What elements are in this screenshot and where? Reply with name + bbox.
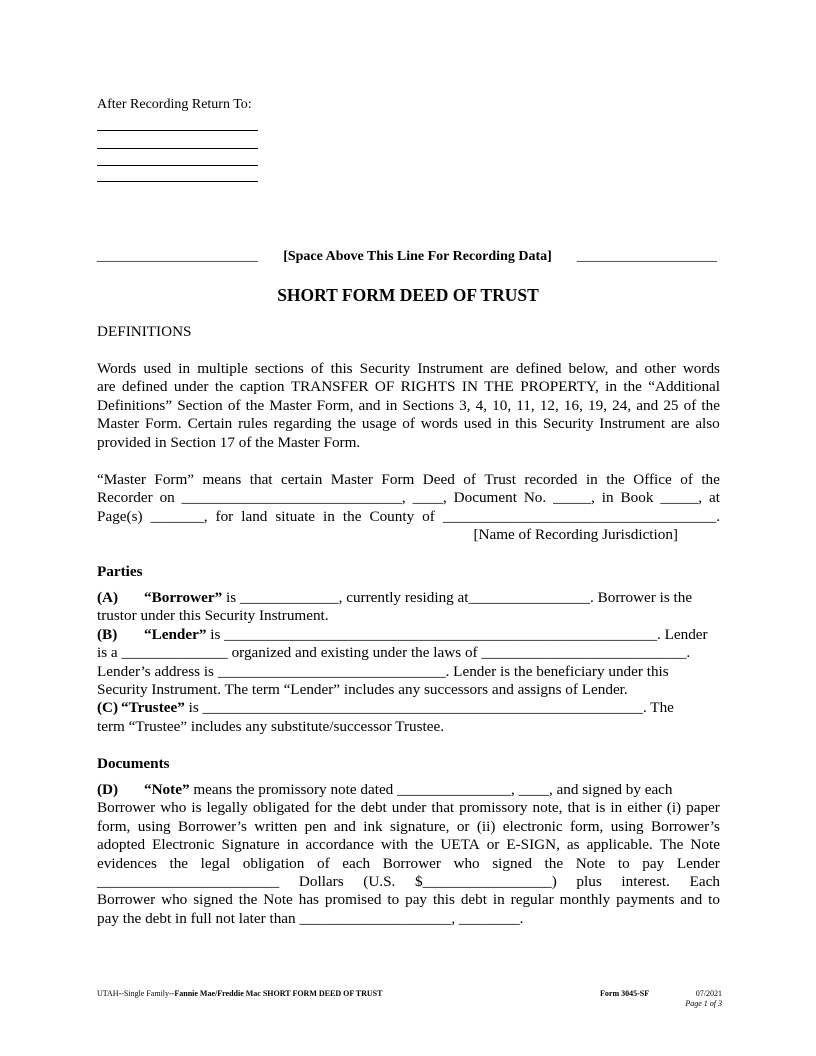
word: promised: [324, 891, 382, 909]
return-to-label: After Recording Return To:: [97, 97, 252, 112]
word: in: [385, 396, 398, 414]
word: in: [610, 799, 623, 817]
word: Each: [689, 873, 720, 891]
jurisdiction-note: [Name of Recording Jurisdiction]: [473, 526, 678, 544]
word: THE: [484, 378, 514, 396]
word: of: [422, 507, 435, 525]
word: accordance: [305, 836, 374, 854]
footer-form-name: Fannie Mae/Freddie Mac SHORT FORM DEED OF TRUST: [174, 989, 383, 998]
footer-page-number: Page 1 of 3: [685, 999, 722, 1008]
word: IN: [461, 378, 478, 396]
party-a-line: [97, 589, 720, 607]
word: who: [453, 854, 480, 872]
word: Note: [690, 836, 720, 854]
word: as: [566, 836, 580, 854]
word: adopted: [97, 836, 146, 854]
word: debt: [460, 891, 487, 909]
master-line: [97, 471, 720, 489]
word: are: [490, 360, 509, 377]
word: of: [683, 396, 697, 414]
word: The: [659, 836, 684, 854]
note-body-line: [97, 855, 720, 873]
word: Deed: [422, 471, 455, 488]
word: applicable.: [586, 836, 653, 854]
word: using: [610, 817, 644, 835]
word: the: [214, 378, 234, 396]
note-body-line: [97, 836, 720, 854]
word: Form,: [316, 396, 354, 414]
recording-space-text: [Space Above This Line For Recording Data]: [283, 249, 552, 264]
word: form,: [570, 817, 604, 835]
word: of: [316, 854, 330, 872]
master-form-definition: [97, 471, 720, 545]
word: 12,: [539, 396, 559, 414]
word: the: [414, 836, 434, 854]
word: the: [623, 378, 642, 396]
word: Document: [453, 489, 517, 507]
word: to: [387, 891, 400, 909]
word: obligation: [242, 854, 305, 872]
note-term: “Note”: [144, 781, 190, 798]
word: Signature: [221, 836, 280, 854]
word: and: [636, 396, 659, 414]
word: legally: [206, 799, 248, 817]
word: Security: [542, 415, 594, 433]
word: Office: [633, 471, 672, 488]
party-b-line-2: is a ______________ organized and existing under the laws of ___________________________.: [97, 644, 691, 662]
word: Trust: [484, 471, 516, 488]
word: Note: [575, 854, 606, 872]
return-address-line-1: [97, 130, 258, 131]
word: that: [431, 799, 455, 817]
word: monthly: [559, 891, 611, 909]
word: pay: [405, 891, 428, 909]
word: used: [143, 360, 172, 377]
word: plus: [576, 873, 602, 891]
word: Lender: [676, 854, 720, 872]
word: OF: [374, 378, 395, 396]
party-a-label: (A): [97, 589, 119, 606]
word: Page(s): [97, 507, 143, 525]
intro-line: [97, 378, 720, 396]
recording-line-right: ____________________: [576, 249, 717, 264]
note-definition: [97, 781, 720, 928]
word: evidences: [97, 854, 157, 872]
word: _____,: [553, 489, 595, 507]
word: Dollars: [298, 873, 344, 891]
word: written: [254, 817, 298, 835]
word: with: [380, 836, 408, 854]
word: the: [245, 396, 265, 414]
return-address-line-3: [97, 165, 258, 166]
footer-form-date: 07/2021: [695, 989, 722, 998]
word: and: [680, 891, 703, 909]
parties-heading: Parties: [97, 563, 143, 580]
word: rules: [238, 415, 268, 433]
word: under: [173, 378, 209, 396]
word: who: [160, 799, 187, 817]
definitions-intro: [97, 360, 720, 452]
intro-line: [97, 415, 720, 433]
word: Note: [263, 891, 293, 909]
return-address-line-4: [97, 181, 258, 182]
word: in: [497, 415, 510, 433]
master-line: [97, 508, 720, 526]
word: 11,: [516, 396, 535, 414]
word: and: [333, 817, 356, 835]
word: other: [644, 360, 676, 377]
footer-form-number: Form 3045-SF: [600, 989, 650, 998]
word: of: [680, 471, 693, 488]
word: Form: [381, 471, 415, 488]
word: words: [420, 415, 458, 433]
word: this: [515, 415, 538, 433]
word: on: [159, 489, 175, 507]
word: regarding: [273, 415, 332, 433]
word: usage: [361, 415, 397, 433]
word: ____,: [412, 489, 447, 507]
word: using: [137, 817, 171, 835]
word: Borrower: [382, 854, 441, 872]
word: of: [310, 360, 324, 377]
word: PROPERTY,: [520, 378, 599, 396]
word: are: [97, 378, 116, 396]
word: defined: [515, 360, 562, 377]
word: interest.: [621, 873, 670, 891]
word: UETA: [440, 836, 480, 854]
word: pen: [304, 817, 327, 835]
party-c-line-2: term “Trustee” includes any substitute/successor Trustee.: [97, 717, 445, 735]
word: certain: [280, 471, 323, 488]
word: regular: [510, 891, 554, 909]
party-b-text: is _________________________________________________________. Lender: [206, 625, 708, 643]
word: situate: [275, 507, 316, 525]
note-text: means the promissory note dated _______________, ____, and signed by each: [189, 781, 673, 798]
word: sections: [254, 360, 304, 377]
word: Borrower’s: [177, 817, 247, 835]
documents-heading: Documents: [97, 755, 170, 772]
footer-state: UTAH--Single Family--: [97, 989, 175, 998]
word: land: [241, 507, 268, 525]
word: at: [709, 489, 720, 507]
word: Form”: [154, 471, 195, 488]
word: in: [601, 489, 614, 507]
word: the: [701, 396, 720, 414]
word: and: [358, 396, 381, 414]
word: the: [238, 891, 258, 909]
word: below,: [568, 360, 609, 377]
word: paper: [686, 799, 720, 817]
word: caption: [239, 378, 285, 396]
word: note,: [532, 799, 563, 817]
word: pay: [642, 854, 665, 872]
word: signed: [193, 891, 233, 909]
word: in: [605, 378, 617, 396]
word: the: [342, 507, 362, 525]
word: are: [670, 415, 690, 433]
word: Form.: [145, 415, 182, 433]
word: promissory: [459, 799, 528, 817]
footer-form-title: [97, 989, 382, 998]
word: Borrower’s: [650, 817, 720, 835]
word: 10,: [492, 396, 512, 414]
word: TRANSFER: [290, 378, 369, 396]
word: in: [323, 507, 335, 525]
word: also: [695, 415, 720, 433]
note-last-line: pay the debt in full not later than ____________________, ________.: [97, 909, 524, 927]
party-b-line: [97, 626, 720, 644]
word: (ii): [476, 817, 496, 835]
word: Book: [620, 489, 654, 507]
word: words: [682, 360, 720, 377]
word: the: [169, 854, 189, 872]
word: legal: [200, 854, 231, 872]
document-title: SHORT FORM DEED OF TRUST: [277, 285, 539, 305]
party-b-label: (B): [97, 625, 118, 643]
word: Definitions”: [97, 396, 173, 414]
word: Master: [97, 415, 140, 433]
word: signed: [492, 854, 532, 872]
word: the: [337, 415, 357, 433]
word: who: [161, 891, 188, 909]
word: ________________________: [97, 873, 280, 891]
word: _____,: [660, 489, 703, 507]
word: signature,: [390, 817, 450, 835]
word: in: [286, 836, 299, 854]
party-a-line-2: trustor under this Security Instrument.: [97, 607, 329, 625]
word: “Additional: [648, 378, 720, 396]
party-b-line-4: Security Instrument. The term “Lender” includes any successors and assigns of Lender.: [97, 681, 628, 699]
word: (U.S.: [363, 873, 396, 891]
word: _______,: [150, 507, 208, 525]
party-a-text: is _____________, currently residing at________________. Borrower is the: [222, 589, 693, 606]
word: form,: [97, 817, 131, 835]
word: in: [178, 360, 191, 377]
word: “Master: [97, 471, 146, 488]
parties-block: [97, 589, 720, 736]
footer-form-info: [600, 989, 722, 1008]
word: is: [595, 799, 606, 817]
word: $_________________): [415, 873, 557, 891]
word: that: [567, 799, 591, 817]
party-c-label: (C): [97, 699, 119, 717]
word: Master: [269, 396, 312, 414]
word: for: [215, 507, 234, 525]
party-b-line-3: Lender’s address is ______________________________. Lender is the beneficiary under this: [97, 662, 669, 680]
word: is: [191, 799, 202, 817]
word: electronic: [502, 817, 563, 835]
word: multiple: [197, 360, 248, 377]
word: payments: [616, 891, 675, 909]
word: No.: [523, 489, 547, 507]
master-line: [97, 489, 720, 507]
word: to: [708, 891, 720, 909]
party-c-text: is __________________________________________________________. The: [184, 699, 674, 717]
word: County: [369, 507, 415, 525]
word: obligated: [252, 799, 310, 817]
word: the: [701, 471, 720, 488]
word: Words: [97, 360, 137, 377]
word: in: [492, 891, 505, 909]
word: Certain: [187, 415, 233, 433]
word: Borrower: [97, 799, 156, 817]
word: the: [337, 799, 356, 817]
word: Instrument: [417, 360, 484, 377]
intro-line: provided in Section 17 of the Master Form.: [97, 433, 361, 451]
word: Electronic: [152, 836, 215, 854]
word: RIGHTS: [400, 378, 456, 396]
word: Section: [177, 396, 223, 414]
word: to: [617, 854, 630, 872]
word: either: [627, 799, 662, 817]
word: this: [432, 891, 455, 909]
word: 24,: [612, 396, 632, 414]
word: E-SIGN,: [506, 836, 560, 854]
word: 3,: [459, 396, 471, 414]
word: Instrument: [599, 415, 666, 433]
word: Master: [330, 471, 373, 488]
word: of: [463, 471, 476, 488]
note-body-line: [97, 818, 720, 836]
word: debt: [360, 799, 387, 817]
intro-line: [97, 397, 720, 415]
word: the: [606, 471, 625, 488]
word: of: [402, 415, 415, 433]
word: the: [544, 854, 564, 872]
word: 4,: [475, 396, 488, 414]
word: or: [486, 836, 500, 854]
word: Sections: [402, 396, 454, 414]
recording-space-line: [97, 249, 717, 265]
word: each: [342, 854, 371, 872]
word: of: [227, 396, 241, 414]
word: (i): [666, 799, 682, 817]
word: means: [202, 471, 242, 488]
word: or: [456, 817, 470, 835]
word: under: [391, 799, 427, 817]
word: ink: [363, 817, 383, 835]
note-body-line: [97, 873, 720, 891]
word: for: [314, 799, 333, 817]
word: recorded: [524, 471, 578, 488]
note-body-line: [97, 799, 720, 817]
lender-term: “Lender”: [144, 625, 207, 643]
word: 25: [663, 396, 679, 414]
word: and: [615, 360, 638, 377]
trustee-term: “Trustee”: [121, 699, 185, 717]
word: _____________________________,: [181, 489, 406, 507]
return-address-line-2: [97, 148, 258, 149]
party-c-line: [97, 699, 720, 717]
note-body-line: [97, 891, 720, 909]
word: in: [585, 471, 598, 488]
word: that: [249, 471, 273, 488]
word: used: [463, 415, 492, 433]
word: ____________________________________.: [442, 507, 720, 525]
word: 16,: [563, 396, 583, 414]
definitions-heading: DEFINITIONS: [97, 323, 192, 340]
word: this: [330, 360, 353, 377]
word: Recorder: [97, 489, 153, 507]
borrower-term: “Borrower”: [144, 589, 223, 606]
note-line: [97, 781, 720, 799]
word: defined: [121, 378, 168, 396]
word: Security: [359, 360, 411, 377]
recording-line-left: _______________________: [97, 249, 258, 264]
word: Borrower: [97, 891, 156, 909]
word: 19,: [588, 396, 608, 414]
word: has: [298, 891, 319, 909]
intro-line: [97, 360, 720, 378]
note-label: (D): [97, 781, 119, 798]
